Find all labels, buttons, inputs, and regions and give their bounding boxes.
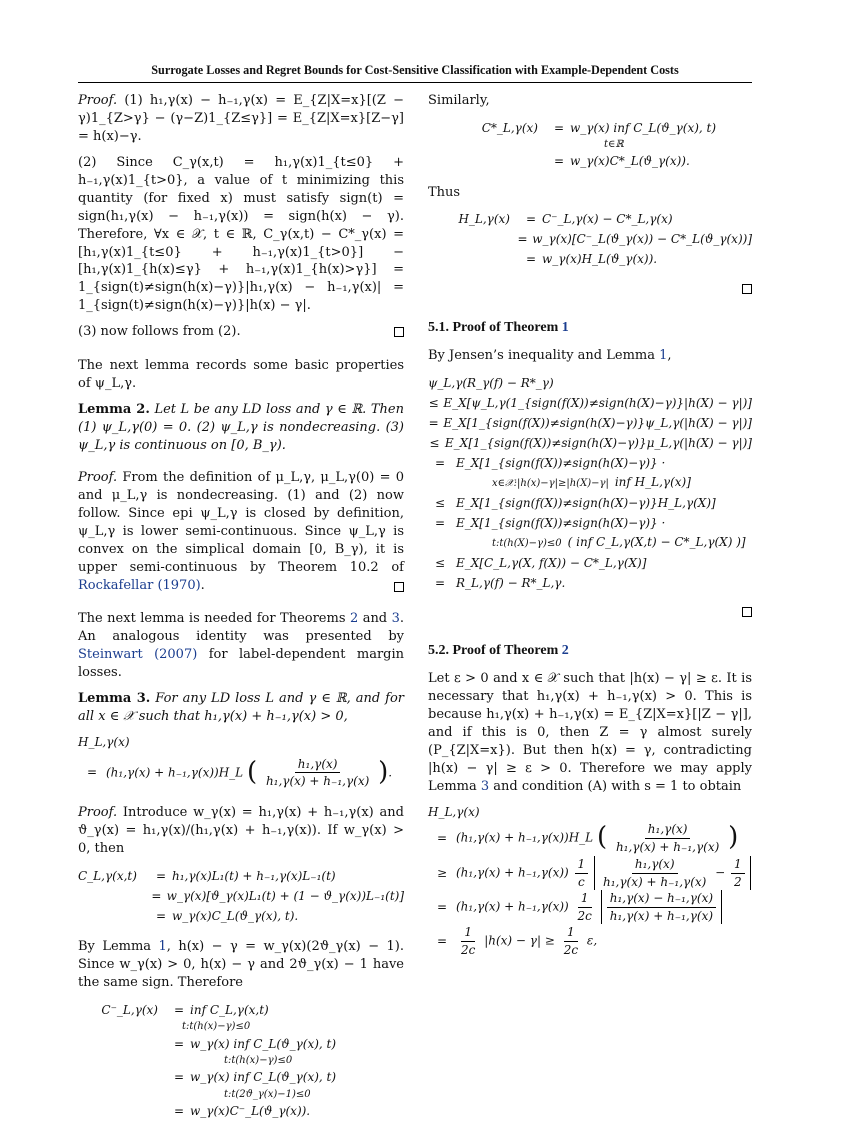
final-eq-l3-c-num: 1 — [578, 890, 592, 908]
left-column — [78, 92, 404, 1134]
final-eq-l2-tail-den: 2 — [734, 874, 742, 889]
cstar-eq-lhs: C*_L,γ(x) — [481, 120, 538, 135]
final-eq-l3-num: h₁,γ(x) − h₋₁,γ(x) — [607, 890, 716, 908]
cstar-eq-line1: w_γ(x) inf C_L(ϑ_γ(x), t) — [570, 120, 717, 135]
chain-expression: E_X[1_{sign(f(X))≠sign(h(X)−γ)} · — [456, 455, 666, 470]
citation-rockafellar[interactable]: Rockafellar (1970) — [78, 577, 201, 593]
ref-theorem-2[interactable]: 2 — [561, 642, 569, 658]
by-lemma1-text-a: By Lemma — [78, 939, 152, 955]
chain-relation: = — [434, 515, 446, 530]
final-eq-l2-tail-num: 1 — [731, 856, 745, 874]
lemma3-fraction — [263, 756, 372, 790]
proof-lemma1-part1-text: (1) h₁,γ(x) − h₋₁,γ(x) = E_{Z|X=x}[(Z − γ)1_{Z>γ} − (γ−Z)1_{Z≤γ}] = E_{Z|X=x}[Z−γ] = h(x)−γ. — [78, 93, 404, 144]
section-5-2-text-a: Let ε > 0 and x ∈ 𝒳 such that |h(x) − γ| ≥ ε. It is necessary that h₁,γ(x) + h₋₁,γ(x) > 0. This is because h₁,γ(x) + h₋₁,γ(x) = E_{Z|X=x}[|Z − γ|], and if this is 0, then Z = γ almost surely (P_{Z|X=x}). But then h(x) = γ, contradicting |h(x) − γ| ≥ ε > 0. Therefore we may apply Lemma — [428, 671, 752, 794]
chain-row — [428, 493, 752, 513]
section-5-1-intro-text: By Jensen’s inequality and Lemma — [428, 347, 655, 363]
chain-relation: = — [428, 415, 439, 430]
chain-row — [428, 473, 752, 493]
chain-expression-text: ( inf C_L,γ(X,t) − C*_L,γ(X) )] — [567, 535, 746, 550]
chain-row — [428, 513, 752, 533]
section-5-1-intro-comma: , — [667, 347, 672, 363]
c-eq-lhs: C_L,γ(x,t) — [78, 869, 137, 884]
lemma3-eq-lhs: H_L,γ(x) — [78, 735, 130, 750]
h-eq-line1: C⁻_L,γ(x) − C*_L,γ(x) — [542, 212, 673, 227]
cminus-eq-line3: w_γ(x) inf C_L(ϑ_γ(x), t) — [190, 1070, 337, 1085]
final-eq-l2-pre: (h₁,γ(x) + h₋₁,γ(x)) — [456, 865, 569, 880]
final-eq-l4-mid: |h(x) − γ| ≥ — [484, 933, 555, 948]
ref-lemma-1[interactable]: 1 — [158, 939, 167, 955]
lemma3-frac-den: h₁,γ(x) + h₋₁,γ(x) — [265, 774, 370, 789]
final-eq-l4-a-den: 2c — [461, 942, 476, 957]
chain-row — [428, 573, 752, 593]
chain-row — [428, 533, 752, 553]
section-5-2-title-text: 5.2. Proof of Theorem — [428, 642, 559, 658]
final-eq-l1-den: h₁,γ(x) + h₋₁,γ(x) — [615, 839, 720, 854]
chain-relation: ≤ — [434, 495, 446, 510]
lemma2 — [78, 401, 404, 455]
chain-expression — [452, 534, 752, 551]
chain-subscript: x∈𝒳:|h(x)−γ|≥|h(X)−γ| — [492, 478, 609, 490]
chain-row — [428, 413, 752, 433]
chain-relation: ≤ — [429, 435, 440, 450]
chain-relation: = — [434, 455, 446, 470]
h-equation: H_L,γ(x) = C⁻_L,γ(x) − C*_L,γ(x) = w_γ(x)[C⁻_L(ϑ_γ(x)) − C*_L(ϑ_γ(x))] = w_γ(x)H_L(ϑ_γ(x)). — [448, 210, 752, 270]
final-eq-l2-c-den: c — [577, 874, 585, 889]
section-5-1-title — [428, 318, 752, 337]
qed-symbol — [394, 582, 404, 592]
lemma2-label: Lemma 2. — [78, 402, 150, 418]
final-eq-l3-pre: (h₁,γ(x) + h₋₁,γ(x)) — [456, 899, 569, 914]
lemma3-equation: H_L,γ(x) = (h₁,γ(x) + h₋₁,γ(x))H_L ( $\frac{\text{h₁,γ(x)}}{\text{h₁,γ(x) + h₋₁,γ(x)}}$ ). — [78, 734, 404, 790]
proof-lemma3-text: Introduce w_γ(x) = h₁,γ(x) + h₋₁,γ(x) and ϑ_γ(x) = h₁,γ(x)/(h₁,γ(x) + h₋₁,γ(x)). If w_γ(x) > 0, then — [78, 805, 404, 857]
final-eq-lhs: H_L,γ(x) — [428, 804, 480, 819]
qed-symbol — [742, 607, 752, 617]
final-eq-l4-tail: ε, — [586, 933, 598, 948]
chain-row — [428, 393, 752, 413]
chain-row — [428, 553, 752, 573]
cminus-eq-lhs: C⁻_L,γ(x) — [101, 1002, 158, 1017]
lemma3-statement: For any LD loss L and γ ∈ ℝ, and for all x ∈ 𝒳 such that h₁,γ(x) + h₋₁,γ(x) > 0, — [78, 691, 404, 725]
right-column — [428, 92, 752, 970]
ref-theorem-3[interactable]: 3 — [391, 611, 400, 627]
final-eq-l4-b-den: 2c — [563, 942, 579, 957]
qed-theorem1 — [428, 605, 752, 623]
cminus-eq-line3-sub: t:t(2ϑ_γ(x)−1)≤0 — [224, 1088, 311, 1100]
chain-row — [428, 453, 752, 473]
final-eq-l2-half — [731, 856, 745, 890]
proof-lemma1-part1 — [78, 92, 404, 146]
chain-expression: E_X[ψ_L,γ(1_{sign(f(X))≠sign(h(X)−γ)}|h(X) − γ|)] — [443, 395, 752, 410]
c-star-equation: C*_L,γ(x) = w_γ(x) inf C_L(ϑ_γ(x), t) t∈ℝ = w_γ(x)C*_L(ϑ_γ(x)). — [476, 118, 752, 172]
proof-lemma1-part3-text: (3) now follows from (2). — [78, 324, 241, 340]
cminus-eq-line2: w_γ(x) inf C_L(ϑ_γ(x), t) — [190, 1036, 337, 1051]
lemma3-intro-text-a: The next lemma is needed for Theorems — [78, 611, 346, 627]
chain-head-text: ψ_L,γ(R_γ(f) − R*_γ) — [428, 375, 554, 390]
chain-relation: ≤ — [434, 555, 446, 570]
final-eq-l1-frac — [613, 821, 722, 855]
cminus-eq-line4: w_γ(x)C⁻_L(ϑ_γ(x)). — [190, 1104, 311, 1119]
chain-expression: E_X[1_{sign(f(X))≠sign(h(X)−γ)}H_L,γ(X)] — [456, 495, 716, 510]
similarly: Similarly, — [428, 93, 490, 108]
chain-rows — [428, 393, 752, 593]
qed-lemma3 — [428, 282, 752, 300]
lemma3-label: Lemma 3. — [78, 691, 151, 707]
proof-label: Proof. — [78, 805, 118, 821]
h-eq-line3: w_γ(x)H_L(ϑ_γ(x)). — [542, 252, 658, 267]
chain-expression: R_L,γ(f) − R*_L,γ. — [456, 575, 566, 590]
c-l-gamma-equation: C_L,γ(x,t) = h₁,γ(x)L₁(t) + h₋₁,γ(x)L₋₁(t) = w_γ(x)[ϑ_γ(x)L₁(t) + (1 − ϑ_γ(x))L₋₁(t)] = w_γ(x)C_L(ϑ_γ(x), t). — [78, 869, 404, 924]
c-eq-line2: w_γ(x)[ϑ_γ(x)L₁(t) + (1 − ϑ_γ(x))L₋₁(t)] — [166, 889, 404, 904]
lemma2-intro: The next lemma records some basic properties of ψ_L,γ. — [78, 358, 404, 392]
lemma3 — [78, 690, 404, 726]
section-5-1-title-text: 5.1. Proof of Theorem — [428, 319, 559, 335]
lemma3-intro-text-b: . An analogous identity was presented by — [78, 611, 405, 645]
cminus-eq-line2-sub: t:t(h(x)−γ)≤0 — [224, 1054, 293, 1066]
chain-row — [428, 433, 752, 453]
h-eq-line2: w_γ(x)[C⁻_L(ϑ_γ(x)) − C*_L(ϑ_γ(x))] — [532, 232, 752, 247]
final-eq-l1-num: h₁,γ(x) — [645, 821, 691, 839]
chain-relation: = — [434, 575, 446, 590]
ref-theorem-1[interactable]: 1 — [561, 319, 569, 335]
chain-expression-text: inf H_L,γ(x)] — [614, 475, 691, 490]
h-eq-lhs: H_L,γ(x) — [458, 212, 510, 227]
final-eq-l4-a-num: 1 — [461, 924, 475, 942]
cstar-eq-line1-sub: t∈ℝ — [604, 138, 624, 150]
qed-symbol — [394, 327, 404, 337]
chain-expression: E_X[1_{sign(f(X))≠sign(h(X)−γ)} · — [456, 515, 666, 530]
proof-label: Proof. — [78, 93, 118, 108]
final-eq-l2-cfrac — [575, 856, 589, 890]
proof-lemma2-text: From the definition of μ_L,γ, μ_L,γ(0) = 0 and μ_L,γ is nondecreasing. (1) and (2) now follow. Since epi ψ_L,γ is closed by definition, ψ_L,γ is lower semi-continuous. Since ψ_L,γ is convex on the simplical domain [0, B_γ), it is upper semi-continuous by Theorem 10.2 of — [78, 469, 404, 575]
final-eq-l2-c-num: 1 — [575, 856, 589, 874]
final-eq-l4-b-num: 1 — [564, 924, 578, 942]
chain-subscript: t:t(h(X)−γ)≤0 — [492, 538, 562, 550]
section-5-2-text-b: and condition (A) with s = 1 to obtain — [493, 778, 742, 794]
chain-expression: E_X[1_{sign(f(X))≠sign(h(X)−γ)}μ_L,γ(|h(X) − γ|)] — [444, 435, 752, 450]
final-eq-l1-pre: (h₁,γ(x) + h₋₁,γ(x))H_L — [456, 830, 594, 845]
lemma3-intro-and: and — [362, 611, 388, 627]
cstar-eq-line2: w_γ(x)C*_L(ϑ_γ(x)). — [570, 154, 690, 169]
thus: Thus — [428, 184, 461, 200]
proof-label: Proof. — [78, 469, 118, 485]
final-eq-l4-frac-a — [458, 924, 478, 958]
chain-relation: ≤ — [428, 395, 439, 410]
final-eq-l2-den: h₁,γ(x) + h₋₁,γ(x) — [603, 874, 707, 889]
proof-lemma3 — [78, 804, 404, 858]
lemma3-intro — [78, 610, 404, 682]
final-eq-l3-cfrac — [575, 890, 595, 924]
lemma3-frac-num: h₁,γ(x) — [295, 756, 341, 774]
lemma3-eq-rhs: (h₁,γ(x) + h₋₁,γ(x))H_L ( $\frac{\text{h₁,γ(x)}}{\text{h₁,γ(x) + h₋₁,γ(x)}}$ ). — [106, 756, 393, 789]
lemma2-statement: Let L be any LD loss and γ ∈ ℝ. Then (1) ψ_L,γ(0) = 0. (2) ψ_L,γ is nondecreasing. (3) ψ_L,γ is continuous on [0, B_γ). — [78, 402, 404, 453]
final-eq-l3-c-den: 2c — [577, 908, 592, 923]
final-eq-l3-den: h₁,γ(x) + h₋₁,γ(x) — [609, 908, 714, 923]
by-lemma1-text-b: , h(x) − γ = w_γ(x)(2ϑ_γ(x) − 1). Since w_γ(x) > 0, h(x) − γ and 2ϑ_γ(x) − 1 have the same sign. Therefore — [78, 939, 404, 991]
proof-lemma1-part2: (2) Since C_γ(x,t) = h₁,γ(x)1_{t≤0} + h₋₁,γ(x)1_{t>0}, a value of t minimizing this quantity (for fixed x) must satisfy sign(t) = sign(h₁,γ(x) − h₋₁,γ(x)) = sign(h(x) − γ). Therefore, ∀x ∈ 𝒳, t ∈ ℝ, C_γ(x,t) − C*_γ(x) = [h₁,γ(x)1_{t≤0} + h₋₁,γ(x)1_{t>0}] − [h₁,γ(x)1_{h(x)≤γ} + h₋₁,γ(x)1_{h(x)>γ}] = 1_{sign(t)≠sign(h(x)−γ)}|h₁,γ(x) − h₋₁,γ(x)| = 1_{sign(t)≠sign(h(x)−γ)}|h(x) − γ|. — [78, 154, 404, 314]
c-minus-equation: C⁻_L,γ(x) = inf C_L,γ(x,t) t:t(h(x)−γ)≤0 = w_γ(x) inf C_L(ϑ_γ(x), t) t:t(h(x)−γ)≤0 = w_γ(x) inf C_L(ϑ_γ(x), t) t:t(2ϑ_γ(x)−1)≤0 = w_γ(x)C⁻_L(ϑ_γ(x)). — [96, 1000, 404, 1121]
cminus-eq-line1: inf C_L,γ(x,t) — [190, 1002, 269, 1017]
proof-lemma1-part3 — [78, 323, 404, 341]
running-header: Surrogate Losses and Regret Bounds for Cost-Sensitive Classification with Example-Dependent Costs — [78, 62, 752, 83]
chain-expression: E_X[C_L,γ(X, f(X)) − C*_L,γ(X)] — [456, 555, 647, 570]
theorem1-proof-chain — [428, 373, 752, 593]
ref-lemma-1[interactable]: 1 — [659, 347, 668, 363]
c-eq-line3: w_γ(x)C_L(ϑ_γ(x), t). — [172, 909, 299, 924]
final-eq-l4-frac-b — [561, 924, 581, 958]
section-5-1-intro — [428, 347, 752, 365]
proof-lemma2: Proof. From the definition of μ_L,γ, μ_L,γ(0) = 0 and μ_L,γ is nondecreasing. (1) and (2) now follow. Since epi ψ_L,γ is closed by definition, ψ_L,γ is lower semi-continuous. Since ψ_L,γ is convex on the simplical domain [0, B_γ), it is upper semi-continuous by Theorem 10.2 of Rockafellar (1970). — [78, 469, 404, 593]
ref-theorem-2[interactable]: 2 — [349, 611, 359, 627]
chain-expression — [452, 474, 752, 491]
cminus-eq-line1-sub: t:t(h(x)−γ)≤0 — [182, 1021, 251, 1033]
qed-symbol — [742, 284, 752, 294]
ref-lemma-3[interactable]: 3 — [480, 778, 490, 794]
chain-expression: E_X[1_{sign(f(X))≠sign(h(X)−γ)}ψ_L,γ(|h(X) − γ|)] — [443, 415, 752, 430]
final-eq-l2-frac — [600, 856, 709, 890]
lemma3-rhs-pre: (h₁,γ(x) + h₋₁,γ(x))H_L — [106, 765, 244, 780]
citation-steinwart[interactable]: Steinwart (2007) — [78, 647, 198, 663]
theorem2-equation: H_L,γ(x) = (h₁,γ(x) + h₋₁,γ(x))H_L ( $\frac{\text{h₁,γ(x)}}{\text{h₁,γ(x) + h₋₁,γ(x)}}$ ) ≥ (h₁,γ(x) + h₋₁,γ(x)) $\frac{1}{c}$ $\frac{\text{h₁,γ(x)}}{\text{h₁,γ(x) + h₋₁,γ(x)}}$ − $\frac{1}{2}$ = (h₁,γ(x) + h₋₁,γ(x)) $\frac{1}{2c}$ $\frac{\text{h₁,γ(x) − h₋₁,γ(x)}}{\text{h₁,γ(x) + h₋₁,γ(x)}}$ = $\frac{1}{2c}$ |h(x) − γ| ≥ $\frac{1}{2c}$ ε, — [428, 804, 752, 959]
chain-head — [428, 373, 752, 393]
section-5-2-body — [428, 670, 752, 796]
by-lemma1-paragraph — [78, 938, 404, 992]
final-eq-l3-frac — [607, 890, 716, 924]
lemma3-intro-text-c: for label-dependent margin losses. — [78, 647, 405, 681]
section-5-2-title — [428, 641, 752, 660]
final-eq-l2-num: h₁,γ(x) — [632, 856, 678, 874]
c-eq-line1: h₁,γ(x)L₁(t) + h₋₁,γ(x)L₋₁(t) — [172, 869, 336, 884]
